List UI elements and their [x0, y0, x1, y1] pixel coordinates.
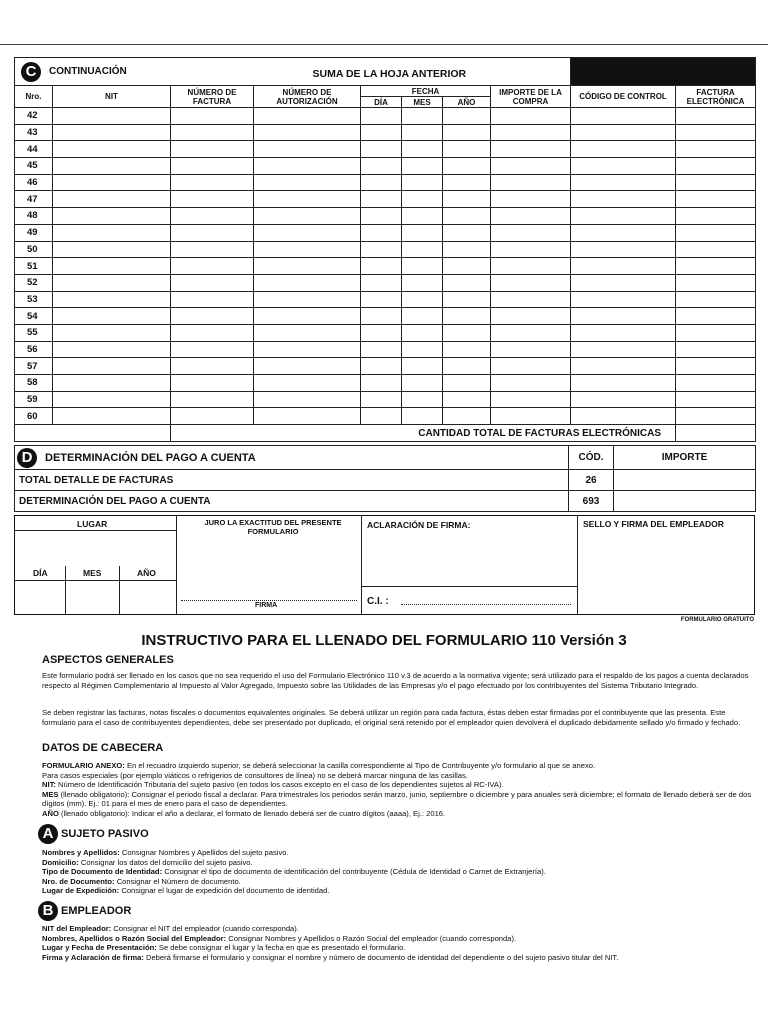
row-input-cell[interactable]: [402, 324, 443, 341]
formulario-gratuito: FORMULARIO GRATUITO: [680, 617, 754, 623]
row-input-cell[interactable]: [53, 141, 171, 158]
cod-header: CÓD.: [569, 446, 614, 470]
row-number: 60: [15, 408, 53, 425]
row-input-cell[interactable]: [443, 258, 491, 275]
row-input-cell[interactable]: [571, 241, 676, 258]
row-input-cell[interactable]: [402, 208, 443, 225]
header-importe: IMPORTE DE LA COMPRA: [491, 86, 571, 108]
row-input-cell[interactable]: [53, 408, 171, 425]
row-input-cell[interactable]: [361, 324, 402, 341]
header-nit: NIT: [53, 86, 171, 108]
row-input-cell[interactable]: [361, 274, 402, 291]
header-anio: AÑO: [443, 97, 491, 108]
row-input-cell[interactable]: [402, 141, 443, 158]
row-input-cell[interactable]: [53, 308, 171, 325]
section-c-badge: C: [21, 62, 41, 82]
row-input-cell[interactable]: [443, 375, 491, 392]
row-input-cell[interactable]: [53, 208, 171, 225]
row-input-cell[interactable]: [361, 341, 402, 358]
row-input-cell[interactable]: [676, 274, 756, 291]
row-input-cell[interactable]: [254, 358, 361, 375]
aspectos-title: ASPECTOS GENERALES: [42, 654, 174, 666]
row-input-cell[interactable]: [361, 124, 402, 141]
row-input-cell[interactable]: [571, 391, 676, 408]
empleador-title: EMPLEADOR: [61, 904, 132, 917]
row-input-cell[interactable]: [254, 341, 361, 358]
row-input-cell[interactable]: [571, 124, 676, 141]
section-a-badge: A: [38, 824, 58, 844]
row-input-cell[interactable]: [491, 108, 571, 125]
firma-label: FIRMA: [255, 602, 278, 609]
row-number: 51: [15, 258, 53, 275]
row-input-cell[interactable]: [254, 108, 361, 125]
header-factura-electronica: FACTURA ELECTRÓNICA: [676, 86, 756, 108]
row-input-cell[interactable]: [443, 391, 491, 408]
row-input-cell[interactable]: [254, 224, 361, 241]
row-input-cell[interactable]: [53, 241, 171, 258]
row-input-cell[interactable]: [571, 308, 676, 325]
suma-hoja-label: SUMA DE LA HOJA ANTERIOR: [312, 67, 467, 80]
row-input-cell[interactable]: [571, 191, 676, 208]
header-codigo: CÓDIGO DE CONTROL: [571, 86, 676, 108]
section-d-header: [15, 446, 569, 470]
cantidad-total-input[interactable]: [676, 425, 756, 442]
row-input-cell[interactable]: [571, 258, 676, 275]
row-input-cell[interactable]: [402, 291, 443, 308]
row-input-cell[interactable]: [676, 158, 756, 175]
row-input-cell[interactable]: [254, 191, 361, 208]
row-input-cell[interactable]: [53, 291, 171, 308]
row-input-cell[interactable]: [402, 375, 443, 392]
row-input-cell[interactable]: [53, 375, 171, 392]
row-input-cell[interactable]: [361, 358, 402, 375]
row-input-cell[interactable]: [443, 408, 491, 425]
row-input-cell[interactable]: [171, 141, 254, 158]
code-693: 693: [569, 491, 614, 512]
row-input-cell[interactable]: [402, 174, 443, 191]
section-b-badge: B: [38, 901, 58, 921]
row-input-cell[interactable]: [491, 208, 571, 225]
cabecera-text: FORMULARIO ANEXO: En el recuadro izquierdo superior, se deberá seleccionar la casilla correspondiente al Tipo de Contribuyente y/o formulario al que se anexo. Para casos especiales (por ejemplo viáticos o refrigerios de consultores de línea) no se deberá marcar ninguna de las casillas. NIT: Número de Identificación Tributaria del sujeto pasivo (en todos los casos excepto en el caso de los dependientes sujetos al RC-IVA). MES (llenado obligatorio): Consignar el periodo fiscal a declarar. Para trimestrales los periodos serán marzo, junio, septiembre o diciembre y para anuales será diciembre; el formato de llenado deberá ser de dos dígitos (mm). Ej.: 01 para el mes de enero para el caso de dependientes. AÑO (llenado obligatorio): Indicar el año a declarar, el formato de llenado deberá ser de cuatro dígitos (aaaa), Ej.: 2016.: [42, 761, 752, 818]
table-row: [15, 375, 756, 392]
signature-block: [14, 515, 755, 615]
row-input-cell[interactable]: [402, 108, 443, 125]
row-input-cell[interactable]: [571, 341, 676, 358]
row-number: 58: [15, 375, 53, 392]
row-input-cell[interactable]: [491, 391, 571, 408]
row-input-cell[interactable]: [171, 258, 254, 275]
ci-label: C.I. :: [367, 596, 389, 607]
row-input-cell[interactable]: [491, 191, 571, 208]
row-input-cell[interactable]: [361, 375, 402, 392]
aclaracion-label: ACLARACIÓN DE FIRMA:: [367, 520, 471, 530]
row-input-cell[interactable]: [361, 308, 402, 325]
row-input-cell[interactable]: [361, 241, 402, 258]
row-input-cell[interactable]: [443, 274, 491, 291]
row-input-cell[interactable]: [53, 124, 171, 141]
row-input-cell[interactable]: [491, 258, 571, 275]
anio-label: AÑO: [137, 568, 156, 578]
row-input-cell[interactable]: [571, 274, 676, 291]
row-input-cell[interactable]: [491, 358, 571, 375]
row-input-cell[interactable]: [361, 408, 402, 425]
determinacion-pago-label: DETERMINACIÓN DEL PAGO A CUENTA: [15, 491, 569, 512]
dia-label: DÍA: [33, 568, 48, 578]
row-number: 53: [15, 291, 53, 308]
row-input-cell[interactable]: [571, 224, 676, 241]
row-input-cell[interactable]: [443, 358, 491, 375]
table-row: [15, 191, 756, 208]
row-input-cell[interactable]: [171, 341, 254, 358]
row-input-cell[interactable]: [53, 224, 171, 241]
row-input-cell[interactable]: [361, 191, 402, 208]
row-number: 59: [15, 391, 53, 408]
table-row: [15, 174, 756, 191]
row-input-cell[interactable]: [443, 208, 491, 225]
table-row: [15, 124, 756, 141]
table-row: [15, 274, 756, 291]
row-input-cell[interactable]: [53, 274, 171, 291]
row-number: 52: [15, 274, 53, 291]
determinacion-table: [14, 445, 756, 512]
aspectos-p1: Este formulario podrá ser llenado en los casos que no sea requerido el uso del Formulario Electrónico 110 v.3 de acuerdo a la normativa vigente; será utilizado para el respaldo de los pagos a cuenta declarados respecto al Régimen Complementario al Impuesto al Valor Agregado, Impuesto sobre las Utilidades de las Empresas y/o el pago efectuado por los contribuyentes del Sistema Tributario Integrado.: [42, 671, 749, 690]
row-input-cell[interactable]: [53, 174, 171, 191]
sujeto-pasivo-title: SUJETO PASIVO: [61, 827, 149, 840]
instructivo-title: INSTRUCTIVO PARA EL LLENADO DEL FORMULARIO 110 Versión 3: [141, 632, 627, 649]
section-d-badge: D: [17, 448, 37, 468]
row-input-cell[interactable]: [676, 358, 756, 375]
table-row: [15, 241, 756, 258]
row-input-cell[interactable]: [676, 191, 756, 208]
row-input-cell[interactable]: [171, 291, 254, 308]
total-detalle-label: TOTAL DETALLE DE FACTURAS: [15, 470, 569, 491]
row-input-cell[interactable]: [443, 308, 491, 325]
row-input-cell[interactable]: [571, 141, 676, 158]
row-input-cell[interactable]: [53, 324, 171, 341]
row-input-cell[interactable]: [361, 291, 402, 308]
header-nro: Nro.: [15, 86, 53, 108]
row-input-cell[interactable]: [361, 108, 402, 125]
row-input-cell[interactable]: [254, 174, 361, 191]
row-input-cell[interactable]: [254, 308, 361, 325]
row-input-cell[interactable]: [402, 258, 443, 275]
row-input-cell[interactable]: [53, 341, 171, 358]
row-number: 55: [15, 324, 53, 341]
row-input-cell[interactable]: [402, 274, 443, 291]
row-input-cell[interactable]: [171, 274, 254, 291]
top-divider: [0, 44, 768, 45]
row-input-cell[interactable]: [171, 124, 254, 141]
row-input-cell[interactable]: [491, 141, 571, 158]
sello-label: SELLO Y FIRMA DEL EMPLEADOR: [583, 519, 724, 529]
table-row: [15, 358, 756, 375]
table-row: [15, 391, 756, 408]
row-input-cell[interactable]: [53, 158, 171, 175]
row-number: 45: [15, 158, 53, 175]
row-input-cell[interactable]: [676, 308, 756, 325]
row-input-cell[interactable]: [361, 174, 402, 191]
table-row: [15, 258, 756, 275]
row-number: 47: [15, 191, 53, 208]
row-input-cell[interactable]: [361, 158, 402, 175]
row-input-cell[interactable]: [171, 358, 254, 375]
row-input-cell[interactable]: [676, 375, 756, 392]
row-input-cell[interactable]: [676, 291, 756, 308]
header-mes: MES: [402, 97, 443, 108]
row-input-cell[interactable]: [254, 274, 361, 291]
row-input-cell[interactable]: [53, 358, 171, 375]
juro-label: JURO LA EXACTITUD DEL PRESENTE FORMULARIO: [204, 518, 342, 536]
row-input-cell[interactable]: [171, 191, 254, 208]
row-input-cell[interactable]: [171, 158, 254, 175]
row-input-cell[interactable]: [443, 124, 491, 141]
row-input-cell[interactable]: [443, 241, 491, 258]
row-input-cell[interactable]: [53, 258, 171, 275]
row-input-cell[interactable]: [491, 341, 571, 358]
row-input-cell[interactable]: [443, 174, 491, 191]
row-input-cell[interactable]: [491, 408, 571, 425]
row-input-cell[interactable]: [443, 224, 491, 241]
row-input-cell[interactable]: [361, 224, 402, 241]
row-number: 56: [15, 341, 53, 358]
continuation-table: [14, 57, 756, 442]
row-input-cell[interactable]: [171, 224, 254, 241]
row-number: 44: [15, 141, 53, 158]
cabecera-title: DATOS DE CABECERA: [42, 742, 164, 754]
row-number: 43: [15, 124, 53, 141]
row-input-cell[interactable]: [571, 208, 676, 225]
row-input-cell[interactable]: [402, 124, 443, 141]
row-input-cell[interactable]: [254, 391, 361, 408]
row-input-cell[interactable]: [676, 224, 756, 241]
row-input-cell[interactable]: [171, 208, 254, 225]
row-input-cell[interactable]: [254, 291, 361, 308]
row-input-cell[interactable]: [254, 158, 361, 175]
row-input-cell[interactable]: [491, 158, 571, 175]
row-number: 54: [15, 308, 53, 325]
row-input-cell[interactable]: [571, 408, 676, 425]
row-input-cell[interactable]: [402, 391, 443, 408]
row-input-cell[interactable]: [171, 174, 254, 191]
header-fecha: FECHA: [361, 86, 491, 97]
row-input-cell[interactable]: [676, 124, 756, 141]
row-input-cell[interactable]: [361, 141, 402, 158]
sujeto-pasivo-text: Nombres y Apellidos: Consignar Nombres y Apellidos del sujeto pasivo. Domicilio: Consignar los datos del domicilio del sujeto pasivo. Tipo de Documento de Identidad: Consignar el tipo de documento de identificación del contribuyente (Cédula de Identidad o Carnet de Extranjería). Nro. de Documento: Consignar el Número de documento. Lugar de Expedición: Consignar el lugar de expedición del documento de identidad.: [42, 848, 546, 896]
row-input-cell[interactable]: [254, 124, 361, 141]
table-row: [15, 141, 756, 158]
row-input-cell[interactable]: [171, 308, 254, 325]
table-row: [15, 291, 756, 308]
cantidad-total-label: CANTIDAD TOTAL DE FACTURAS ELECTRÓNICAS: [171, 425, 676, 442]
table-row: [15, 408, 756, 425]
row-input-cell[interactable]: [171, 241, 254, 258]
importe-header: IMPORTE: [614, 446, 756, 470]
sujeto-pasivo-heading: [38, 824, 149, 844]
row-input-cell[interactable]: [53, 108, 171, 125]
section-c-header: [15, 58, 571, 86]
row-number: 57: [15, 358, 53, 375]
row-input-cell[interactable]: [491, 308, 571, 325]
row-input-cell[interactable]: [254, 375, 361, 392]
row-input-cell[interactable]: [676, 324, 756, 341]
row-input-cell[interactable]: [402, 224, 443, 241]
section-d-title: DETERMINACIÓN DEL PAGO A CUENTA: [45, 451, 256, 464]
row-input-cell[interactable]: [676, 241, 756, 258]
row-input-cell[interactable]: [443, 291, 491, 308]
row-input-cell[interactable]: [171, 408, 254, 425]
lugar-label: LUGAR: [77, 519, 108, 529]
row-input-cell[interactable]: [571, 375, 676, 392]
row-input-cell[interactable]: [491, 241, 571, 258]
row-input-cell[interactable]: [254, 324, 361, 341]
row-number: 50: [15, 241, 53, 258]
row-input-cell[interactable]: [491, 324, 571, 341]
row-input-cell[interactable]: [491, 124, 571, 141]
row-number: 46: [15, 174, 53, 191]
row-number: 49: [15, 224, 53, 241]
row-input-cell[interactable]: [491, 224, 571, 241]
row-input-cell[interactable]: [443, 324, 491, 341]
row-input-cell[interactable]: [402, 241, 443, 258]
row-number: 42: [15, 108, 53, 125]
row-input-cell[interactable]: [571, 358, 676, 375]
row-input-cell[interactable]: [402, 158, 443, 175]
row-input-cell[interactable]: [361, 258, 402, 275]
row-input-cell[interactable]: [361, 208, 402, 225]
row-input-cell[interactable]: [171, 391, 254, 408]
row-input-cell[interactable]: [254, 408, 361, 425]
row-input-cell[interactable]: [676, 258, 756, 275]
table-row: [15, 158, 756, 175]
row-input-cell[interactable]: [171, 108, 254, 125]
row-input-cell[interactable]: [53, 391, 171, 408]
row-input-cell[interactable]: [676, 391, 756, 408]
row-input-cell[interactable]: [676, 408, 756, 425]
row-input-cell[interactable]: [171, 324, 254, 341]
row-input-cell[interactable]: [571, 291, 676, 308]
row-input-cell[interactable]: [402, 191, 443, 208]
empleador-text: NIT del Empleador: Consignar el NIT del empleador (cuando corresponda). Nombres, Apellidos o Razón Social del Empleador: Consignar Nombres y Apellidos o Razón Social del empleador (cuando corresponda). Lugar y Fecha de Presentación: Se debe consignar el lugar y la fecha en que es presentado el formulario. Firma y Aclaración de firma: Deberá firmarse el formulario y consignar el nombre y número de documento de identidad del dependiente o del sujeto pasivo titular del NIT.: [42, 924, 619, 962]
table-row: [15, 208, 756, 225]
section-c-title: CONTINUACIÓN: [49, 65, 127, 77]
row-input-cell[interactable]: [402, 308, 443, 325]
row-input-cell[interactable]: [491, 291, 571, 308]
aspectos-p2: Se deben registrar las facturas, notas fiscales o documentos equivalentes originales. Se deberá utilizar un región para cada factura, éstas deben estar firmadas por el contribuyente que las presenta. Este formulario para el caso de contribuyentes dependientes, debe ser presentado por duplicado, el original será retenido por el empleador quien devolverá el duplicado debidamente sellado y/o firmado y fechado.: [42, 708, 741, 727]
row-input-cell[interactable]: [676, 141, 756, 158]
row-input-cell[interactable]: [53, 191, 171, 208]
suma-value-cell[interactable]: [571, 58, 756, 86]
table-row: [15, 341, 756, 358]
mes-label: MES: [83, 568, 102, 578]
row-input-cell[interactable]: [571, 324, 676, 341]
determinacion-pago-input[interactable]: [614, 491, 756, 512]
row-input-cell[interactable]: [571, 108, 676, 125]
table-row: [15, 308, 756, 325]
row-input-cell[interactable]: [491, 174, 571, 191]
row-input-cell[interactable]: [254, 258, 361, 275]
total-blank: [15, 425, 171, 442]
row-input-cell[interactable]: [443, 141, 491, 158]
empleador-heading: [38, 901, 131, 921]
table-row: [15, 108, 756, 125]
row-input-cell[interactable]: [491, 375, 571, 392]
row-input-cell[interactable]: [491, 274, 571, 291]
table-row: [15, 224, 756, 241]
row-input-cell[interactable]: [443, 341, 491, 358]
row-input-cell[interactable]: [402, 358, 443, 375]
row-input-cell[interactable]: [254, 208, 361, 225]
row-input-cell[interactable]: [171, 375, 254, 392]
row-input-cell[interactable]: [361, 391, 402, 408]
row-input-cell[interactable]: [402, 341, 443, 358]
row-input-cell[interactable]: [402, 408, 443, 425]
table-row: [15, 324, 756, 341]
row-input-cell[interactable]: [676, 208, 756, 225]
row-input-cell[interactable]: [571, 158, 676, 175]
row-number: 48: [15, 208, 53, 225]
row-input-cell[interactable]: [254, 141, 361, 158]
header-dia: DÍA: [361, 97, 402, 108]
row-input-cell[interactable]: [443, 191, 491, 208]
row-input-cell[interactable]: [443, 158, 491, 175]
row-input-cell[interactable]: [676, 341, 756, 358]
total-detalle-input[interactable]: [614, 470, 756, 491]
row-input-cell[interactable]: [676, 174, 756, 191]
row-input-cell[interactable]: [571, 174, 676, 191]
row-input-cell[interactable]: [254, 241, 361, 258]
header-numero-autorizacion: NÚMERO DE AUTORIZACIÓN: [254, 86, 361, 108]
row-input-cell[interactable]: [443, 108, 491, 125]
code-26: 26: [569, 470, 614, 491]
header-numero-factura: NÚMERO DE FACTURA: [171, 86, 254, 108]
row-input-cell[interactable]: [676, 108, 756, 125]
